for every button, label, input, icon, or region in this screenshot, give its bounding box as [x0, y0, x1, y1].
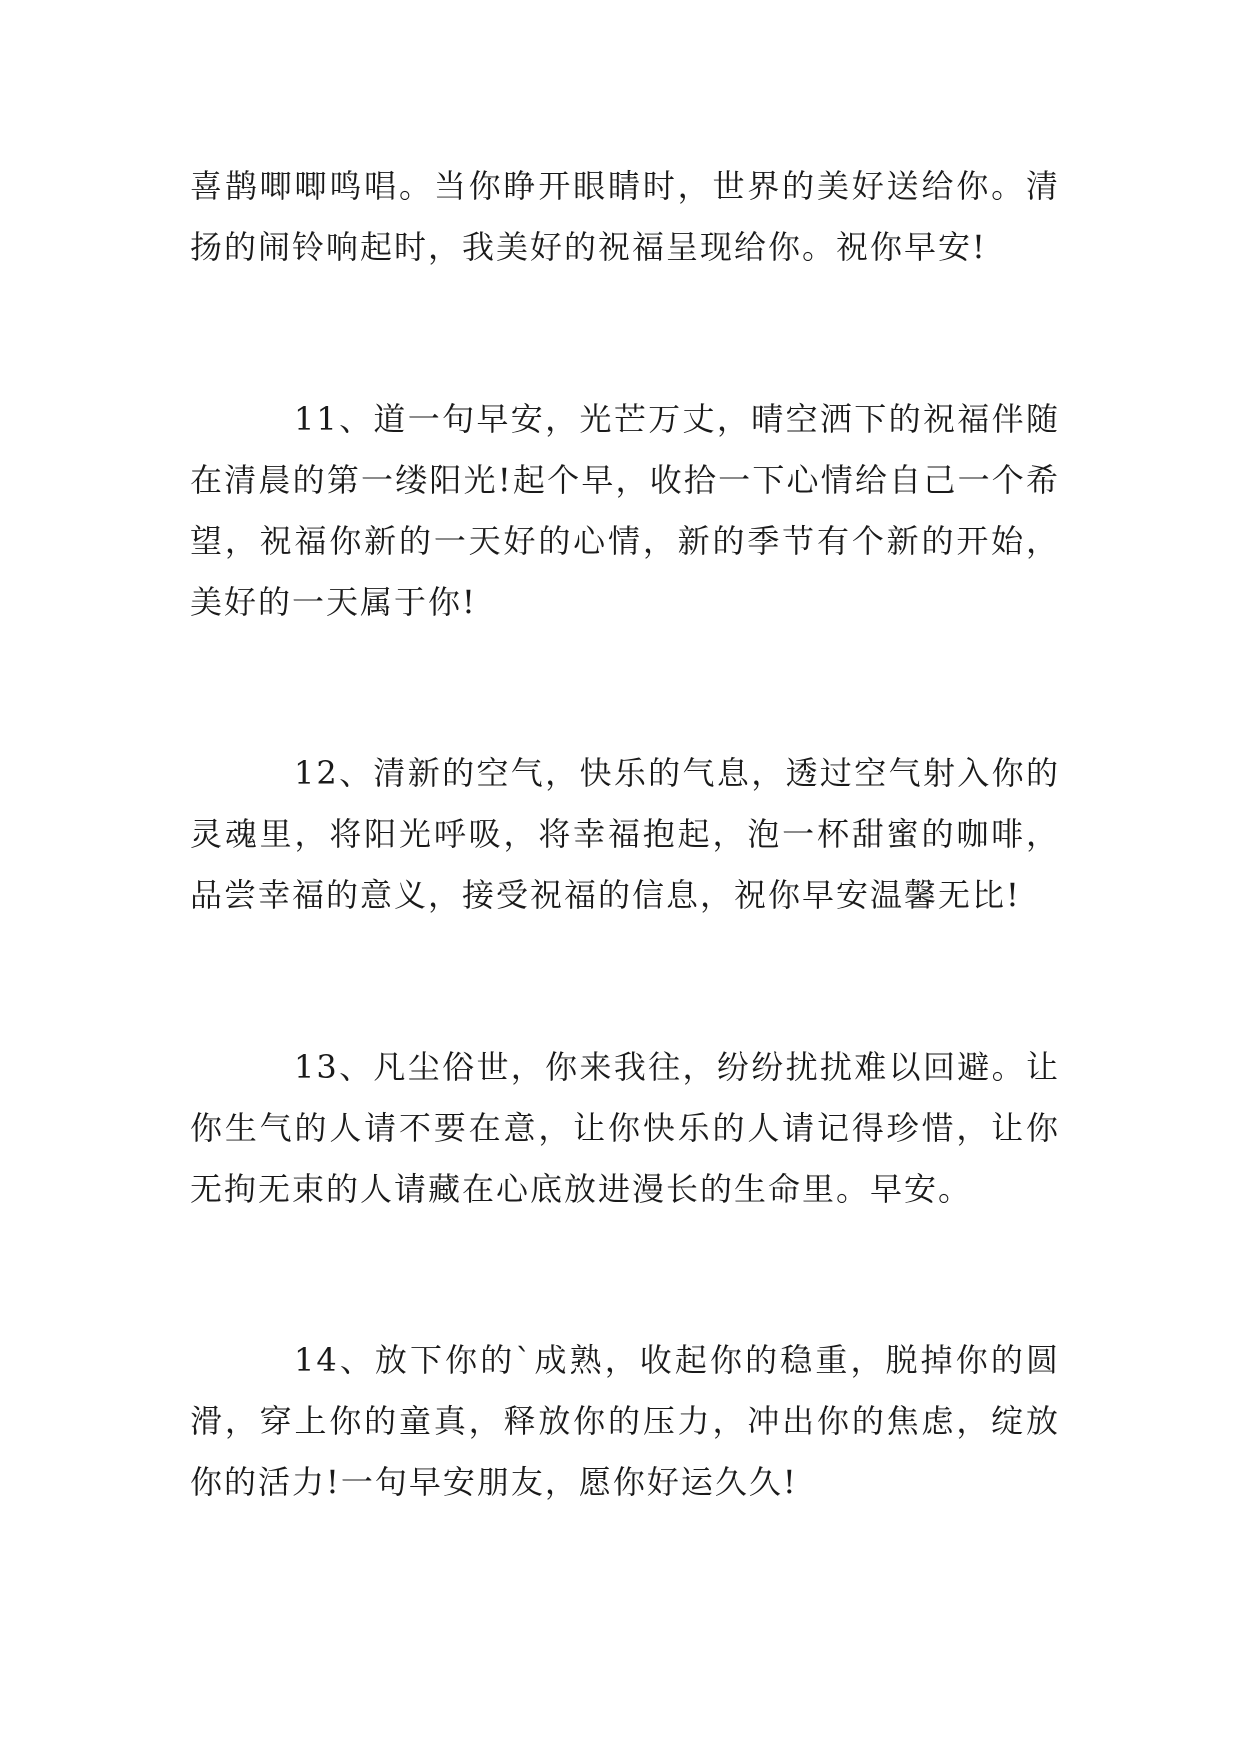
paragraph-continued: 喜鹊唧唧鸣唱。当你睁开眼睛时，世界的美好送给你。清扬的闹铃响起时，我美好的祝福呈现给你。祝你早安! — [190, 167, 1060, 266]
paragraph-12: 12、清新的空气，快乐的气息，透过空气射入你的灵魂里，将阳光呼吸，将幸福抱起，泡一杯甜蜜的咖啡，品尝幸福的意义，接受祝福的信息，祝你早安温馨无比! — [190, 754, 1060, 914]
paragraph-11: 11、道一句早安，光芒万丈，晴空洒下的祝福伴随在清晨的第一缕阳光!起个早，收拾一下心情给自己一个希望，祝福你新的一天好的心情，新的季节有个新的开始，美好的一天属于你! — [190, 400, 1060, 621]
paragraph-13: 13、凡尘俗世，你来我往，纷纷扰扰难以回避。让你生气的人请不要在意，让你快乐的人请记得珍惜，让你无拘无束的人请藏在心底放进漫长的生命里。早安。 — [190, 1048, 1060, 1208]
paragraph-14: 14、放下你的`成熟，收起你的稳重，脱掉你的圆滑，穿上你的童真，释放你的压力，冲出你的焦虑，绽放你的活力!一句早安朋友，愿你好运久久! — [190, 1341, 1060, 1501]
